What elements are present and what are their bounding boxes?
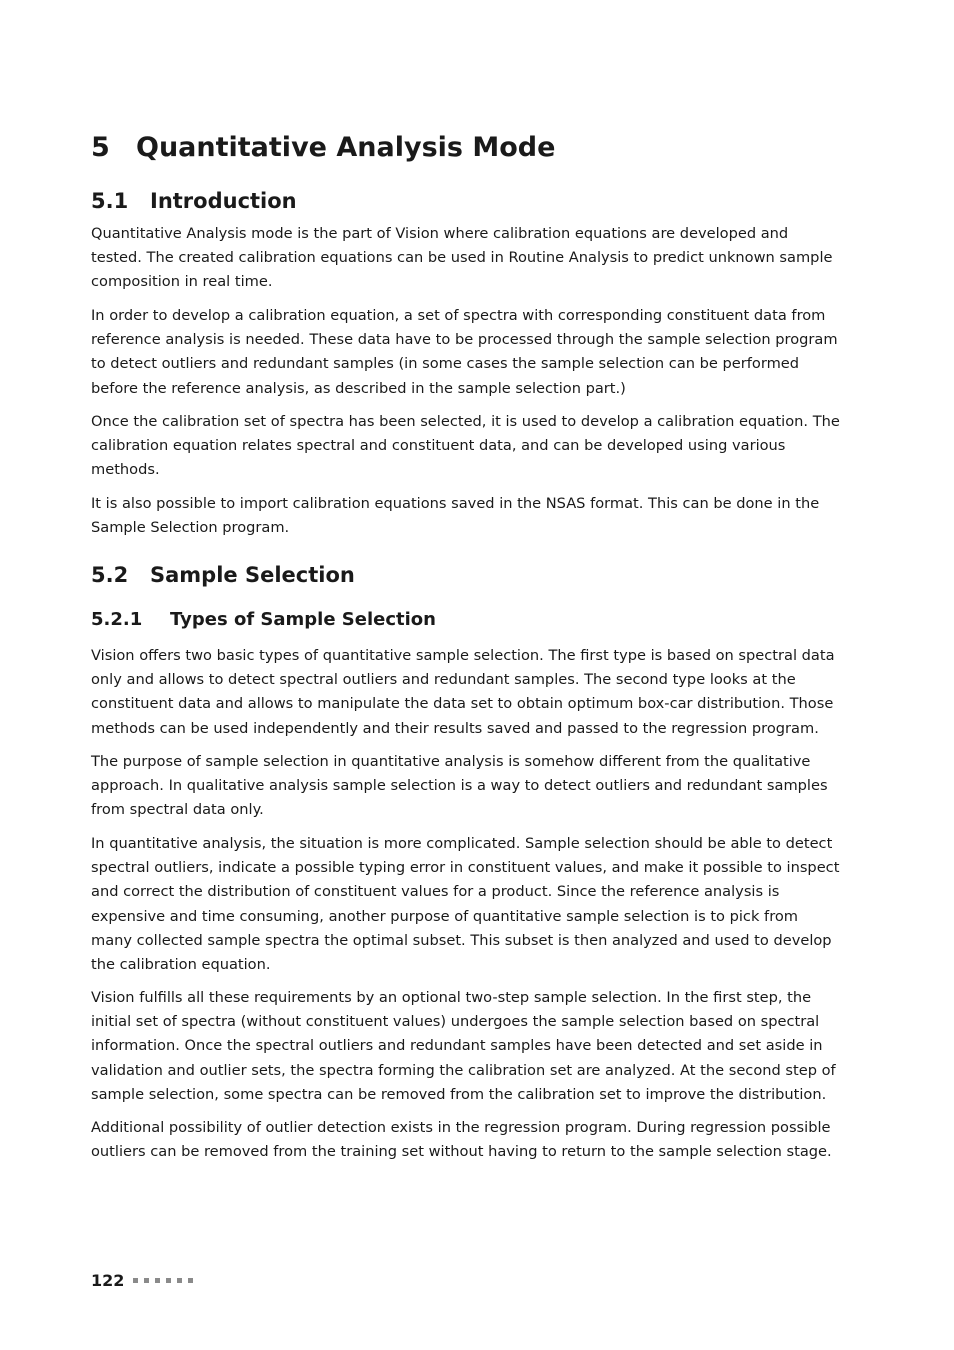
- section-heading-introduction: [91, 186, 297, 216]
- section-number: 5.1: [91, 189, 129, 213]
- page-number: 122: [91, 1270, 125, 1290]
- footer-dot: [188, 1278, 193, 1283]
- paragraph: The purpose of sample selection in quantitative analysis is somehow different from the qualitative approach. In qualitative analysis sample selection is a way to detect outliers and redundant samples from spectral data only.: [91, 753, 828, 819]
- footer-dot: [166, 1278, 171, 1283]
- chapter-title: Quantitative Analysis Mode: [136, 132, 556, 163]
- section-title: Introduction: [150, 189, 297, 213]
- paragraph: Additional possibility of outlier detection exists in the regression program. During regression possible outliers can be removed from the training set without having to return to the sample selection stage.: [91, 1119, 832, 1161]
- paragraph: Quantitative Analysis mode is the part of Vision where calibration equations are developed and tested. The created calibration equations can be used in Routine Analysis to predict unknown sample composition in real time.: [91, 225, 833, 291]
- chapter-heading: [91, 128, 555, 168]
- paragraph: Vision offers two basic types of quantitative sample selection. The first type is based on spectral data only and allows to detect spectral outliers and redundant samples. The second type looks at the constituent data and allows to manipulate the data set to obtain optimum box-car distribution. Those methods can be used independently and their results saved and passed to the regression program.: [91, 647, 835, 737]
- footer-dot: [155, 1278, 160, 1283]
- subsection-heading-types: [91, 607, 436, 633]
- section-number: 5.2: [91, 563, 129, 587]
- section-heading-sample-selection: [91, 560, 355, 590]
- section-title: Sample Selection: [150, 563, 355, 587]
- paragraph: In quantitative analysis, the situation is more complicated. Sample selection should be able to detect spectral outliers, indicate a possible typing error in constituent values, and make it possible to inspect and correct the distribution of constituent values for a product. Since the reference analysis is expensive and time consuming, another purpose of quantitative sample selection is to pick from many collected sample spectra the optimal subset. This subset is then analyzed and used to develop the calibration equation.: [91, 835, 840, 974]
- paragraph: Once the calibration set of spectra has been selected, it is used to develop a calibration equation. The calibration equation relates spectral and constituent data, and can be developed using various methods.: [91, 413, 840, 479]
- footer-dot: [144, 1278, 149, 1283]
- paragraph: It is also possible to import calibration equations saved in the NSAS format. This can be done in the Sample Selection program.: [91, 495, 820, 537]
- footer-dot: [177, 1278, 182, 1283]
- subsection-number: 5.2.1: [91, 609, 143, 630]
- chapter-number: 5: [91, 132, 110, 163]
- subsection-title: Types of Sample Selection: [170, 609, 436, 630]
- page-footer: [91, 1268, 199, 1292]
- paragraph: Vision fulfills all these requirements by an optional two-step sample selection. In the first step, the initial set of spectra (without constituent values) undergoes the sample selection based on spectral information. Once the spectral outliers and redundant samples have been detected and set aside in validation and outlier sets, the spectra forming the calibration set are analyzed. At the second step of sample selection, some spectra can be removed from the calibration set to improve the distribution.: [91, 989, 836, 1103]
- footer-dot: [133, 1278, 138, 1283]
- paragraph: In order to develop a calibration equation, a set of spectra with corresponding constituent data from reference analysis is needed. These data have to be processed through the sample selection program to detect outliers and redundant samples (in some cases the sample selection can be performed before the reference analysis, as described in the sample selection part.): [91, 307, 838, 397]
- footer-dots-decoration: [133, 1278, 199, 1283]
